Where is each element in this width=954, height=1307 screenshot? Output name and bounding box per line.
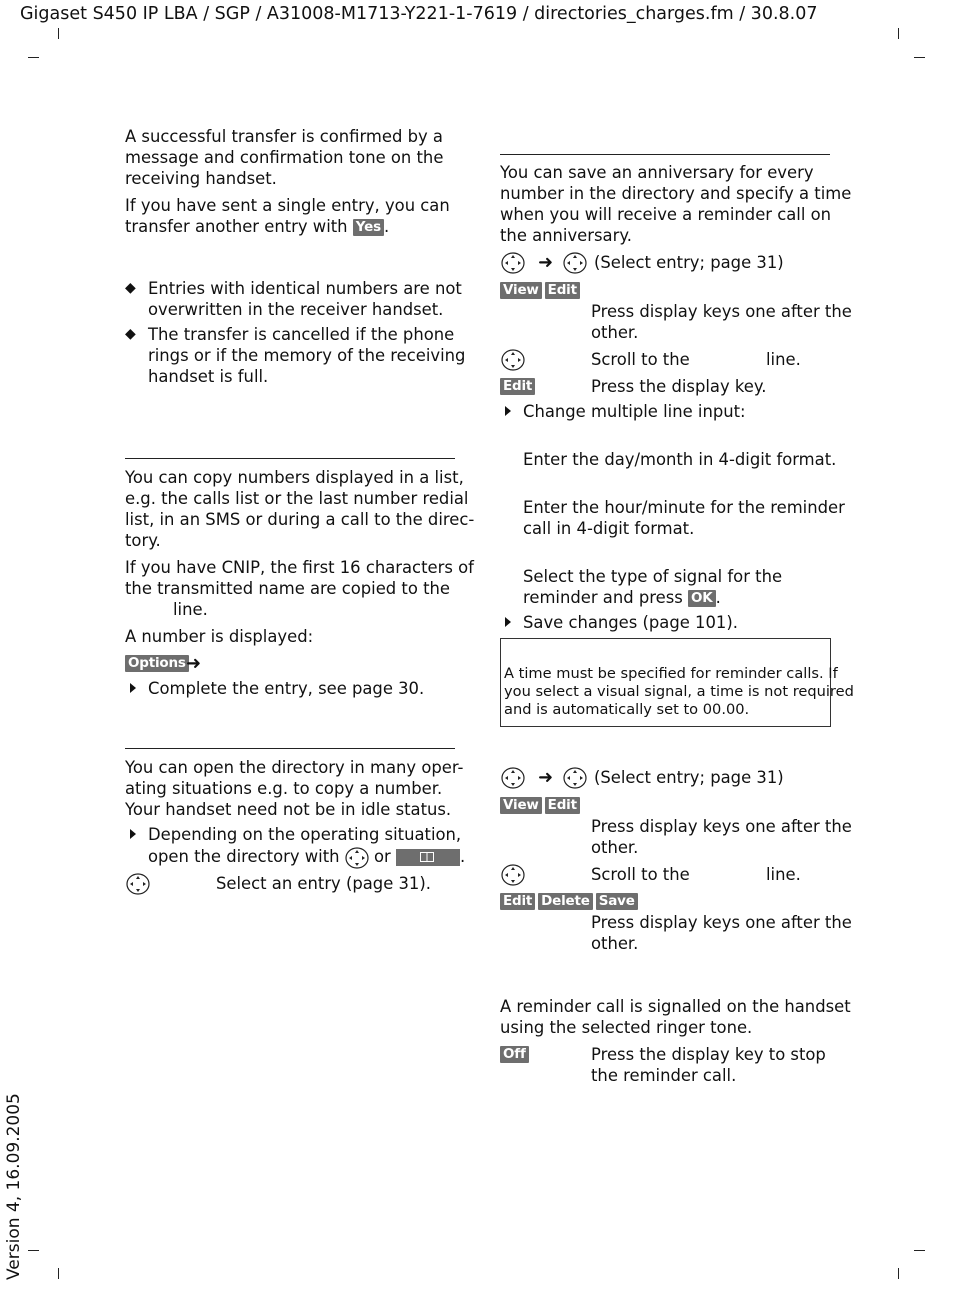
step-text: Scroll to the [591,865,690,884]
paragraph-line: If you have sent a single entry, you can [125,196,450,215]
step-text: Complete the entry, see page 30. [148,679,425,698]
display-key-row [500,1046,529,1063]
step-text: Depending on the operating situation, [148,825,462,844]
step-text: Press display keys one after the [591,817,852,836]
step-text: Save changes (page 101). [523,613,738,632]
paragraph-line: A successful transfer is confirmed by a [125,127,443,146]
paragraph-line: A reminder call is signalled on the handset [500,997,851,1016]
bullet-diamond-icon: ◆ [125,326,136,342]
step-text: line. [766,350,801,369]
bullet-line: overwritten in the receiver handset. [148,300,444,319]
step-text: other. [591,323,639,342]
yes-key: Yes [353,219,384,236]
step-text-part: reminder and press [523,588,683,607]
document-header: Gigaset S450 IP LBA / SGP / A31008-M1713-Y221-1-7619 / directories_charges.fm / 30.8.07 [20,4,818,24]
delete-key: Delete [538,893,593,910]
bullet-line: handset is full. [148,367,269,386]
paragraph-line: using the selected ringer tone. [500,1018,753,1037]
book-icon [420,852,434,862]
paragraph-line: line. [173,600,208,619]
control-key-icon [563,252,587,274]
paragraph-text: transfer another entry with [125,217,348,236]
step-arrow-icon [130,829,136,839]
period: . [383,217,390,236]
bullet-line: rings or if the memory of the receiving [148,346,466,365]
paragraph-line: Your handset need not be in idle status. [125,800,452,819]
display-key-row [500,893,638,910]
step-text: line. [766,865,801,884]
paragraph-line: A number is displayed: [125,627,314,646]
step-text: Press display keys one after the [591,302,852,321]
paragraph-line: message and confirmation tone on the [125,148,444,167]
paragraph-line: You can copy numbers displayed in a list, [125,468,464,487]
view-key: View [500,797,542,814]
crop-mark [914,1250,925,1251]
display-key-row [500,282,580,299]
control-key-icon [501,864,525,886]
edit-key: Edit [500,378,535,395]
step-text [148,846,465,869]
crop-mark [58,1268,59,1279]
paragraph-line: number in the directory and specify a time [500,184,852,203]
paragraph-line: ating situations e.g. to copy a number. [125,779,443,798]
crop-mark [28,57,39,58]
step-text: Enter the day/month in 4-digit format. [523,450,837,469]
period: . [459,847,466,866]
crop-mark [898,1268,899,1279]
paragraph-line: You can save an anniversary for every [500,163,814,182]
options-key: Options [125,655,189,672]
step-text-part: open the directory with [148,847,340,866]
paragraph-line: when you will receive a reminder call on [500,205,832,224]
control-key-icon [501,349,525,371]
edit-key: Edit [545,282,580,299]
step-text: Press the display key. [591,377,767,396]
step-text [523,587,721,608]
display-key-row [500,378,535,395]
step-text: (Select entry; page 31) [594,253,784,272]
crop-mark [28,1250,39,1251]
control-key-icon [345,847,369,869]
step-text: Scroll to the [591,350,690,369]
display-key-row [500,797,580,814]
view-key: View [500,282,542,299]
step-text: Enter the hour/minute for the reminder [523,498,845,517]
note-line: A time must be specified for reminder calls. If [504,665,838,682]
paragraph-line: tory. [125,531,161,550]
control-key-icon [126,873,150,895]
paragraph-line [125,216,389,237]
step-text: other. [591,838,639,857]
bullet-line: The transfer is cancelled if the phone [148,325,455,344]
arrow-right-icon: ➜ [538,252,554,273]
control-key-icon [501,767,525,789]
crop-mark [58,28,59,39]
section-rule [125,748,455,749]
paragraph-line: You can open the directory in many oper- [125,758,464,777]
save-key: Save [596,893,638,910]
step-text: Change multiple line input: [523,402,746,421]
bullet-line: Entries with identical numbers are not [148,279,462,298]
off-key: Off [500,1046,529,1063]
paragraph-line: list, in an SMS or during a call to the direc- [125,510,475,529]
paragraph-line: If you have CNIP, the first 16 characters of [125,558,474,577]
crop-mark [914,57,925,58]
step-arrow-icon [505,406,511,416]
section-rule [500,154,830,155]
paragraph-line: e.g. the calls list or the last number redial [125,489,469,508]
paragraph-line: receiving handset. [125,169,277,188]
step-arrow-icon [130,683,136,693]
note-line: you select a visual signal, a time is not required [504,683,854,700]
directory-key [396,849,460,866]
period: . [715,588,721,607]
step-text: Select the type of signal for the [523,567,783,586]
step-text: (Select entry; page 31) [594,768,784,787]
options-key-row [125,655,189,672]
version-footer: Version 4, 16.09.2005 [4,1093,24,1280]
paragraph-line: the anniversary. [500,226,632,245]
step-text: Select an entry (page 31). [216,874,431,893]
step-text: Press the display key to stop [591,1045,826,1064]
crop-mark [898,28,899,39]
step-text: other. [591,934,639,953]
step-text: the reminder call. [591,1066,737,1085]
arrow-right-icon: ➜ [186,653,202,674]
step-arrow-icon [505,617,511,627]
ok-key: OK [688,590,716,607]
paragraph-line: the transmitted name are copied to the [125,579,450,598]
arrow-right-icon: ➜ [538,767,554,788]
bullet-diamond-icon: ◆ [125,280,136,296]
edit-key: Edit [500,893,535,910]
control-key-icon [501,252,525,274]
note-line: and is automatically set to 00.00. [504,701,750,718]
section-rule [125,458,455,459]
control-key-icon [563,767,587,789]
step-text: call in 4-digit format. [523,519,695,538]
or-text: or [373,847,391,866]
step-text: Press display keys one after the [591,913,852,932]
edit-key: Edit [545,797,580,814]
